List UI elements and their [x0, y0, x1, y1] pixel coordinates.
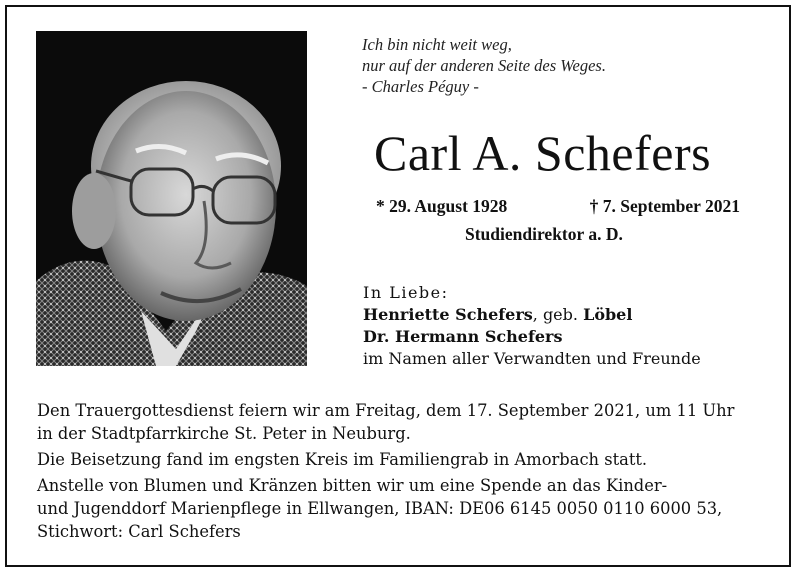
- notice-body: [37, 396, 777, 546]
- service-line-1: Den Trauergottesdienst feiern wir am Freitag, dem 17. September 2021, um 11 Uhr: [37, 401, 735, 420]
- mourner-1-maiden: Löbel: [583, 305, 633, 324]
- donation-line-1: Anstelle von Blumen und Kränzen bitten wir um eine Spende an das Kinder-: [37, 476, 668, 495]
- quote-line-2: nur auf der anderen Seite des Weges.: [362, 56, 606, 75]
- mourner-1: [363, 304, 701, 326]
- professional-title: Studiendirektor a. D.: [465, 224, 623, 244]
- mourner-2: Dr. Hermann Schefers: [363, 327, 563, 346]
- mourners-intro: In Liebe:: [363, 283, 449, 302]
- service-line-2: in der Stadtpfarrkirche St. Peter in Neuburg.: [37, 424, 411, 443]
- donation-line-2: und Jugenddorf Marienpflege in Ellwangen, IBAN: DE06 6145 0050 0110 6000 53,: [37, 499, 723, 518]
- deceased-name: Carl A. Schefers: [374, 125, 712, 181]
- life-dates: [376, 196, 740, 217]
- birth-date: * 29. August 1928: [376, 196, 508, 216]
- donation-line-3: Stichwort: Carl Schefers: [37, 522, 241, 541]
- mourners-block: [363, 282, 701, 370]
- mourner-1-name: Henriette Schefers: [363, 305, 533, 324]
- mourners-closing: im Namen aller Verwandten und Freunde: [363, 349, 701, 368]
- memorial-quote: [362, 34, 606, 97]
- portrait-photo: [36, 31, 307, 366]
- quote-author: - Charles Péguy -: [362, 77, 479, 96]
- mourner-1-sep: , geb.: [532, 305, 584, 324]
- quote-line-1: Ich bin nicht weit weg,: [362, 35, 512, 54]
- death-date: † 7. September 2021: [589, 196, 740, 216]
- burial-line: Die Beisetzung fand im engsten Kreis im Familiengrab in Amorbach statt.: [37, 450, 648, 469]
